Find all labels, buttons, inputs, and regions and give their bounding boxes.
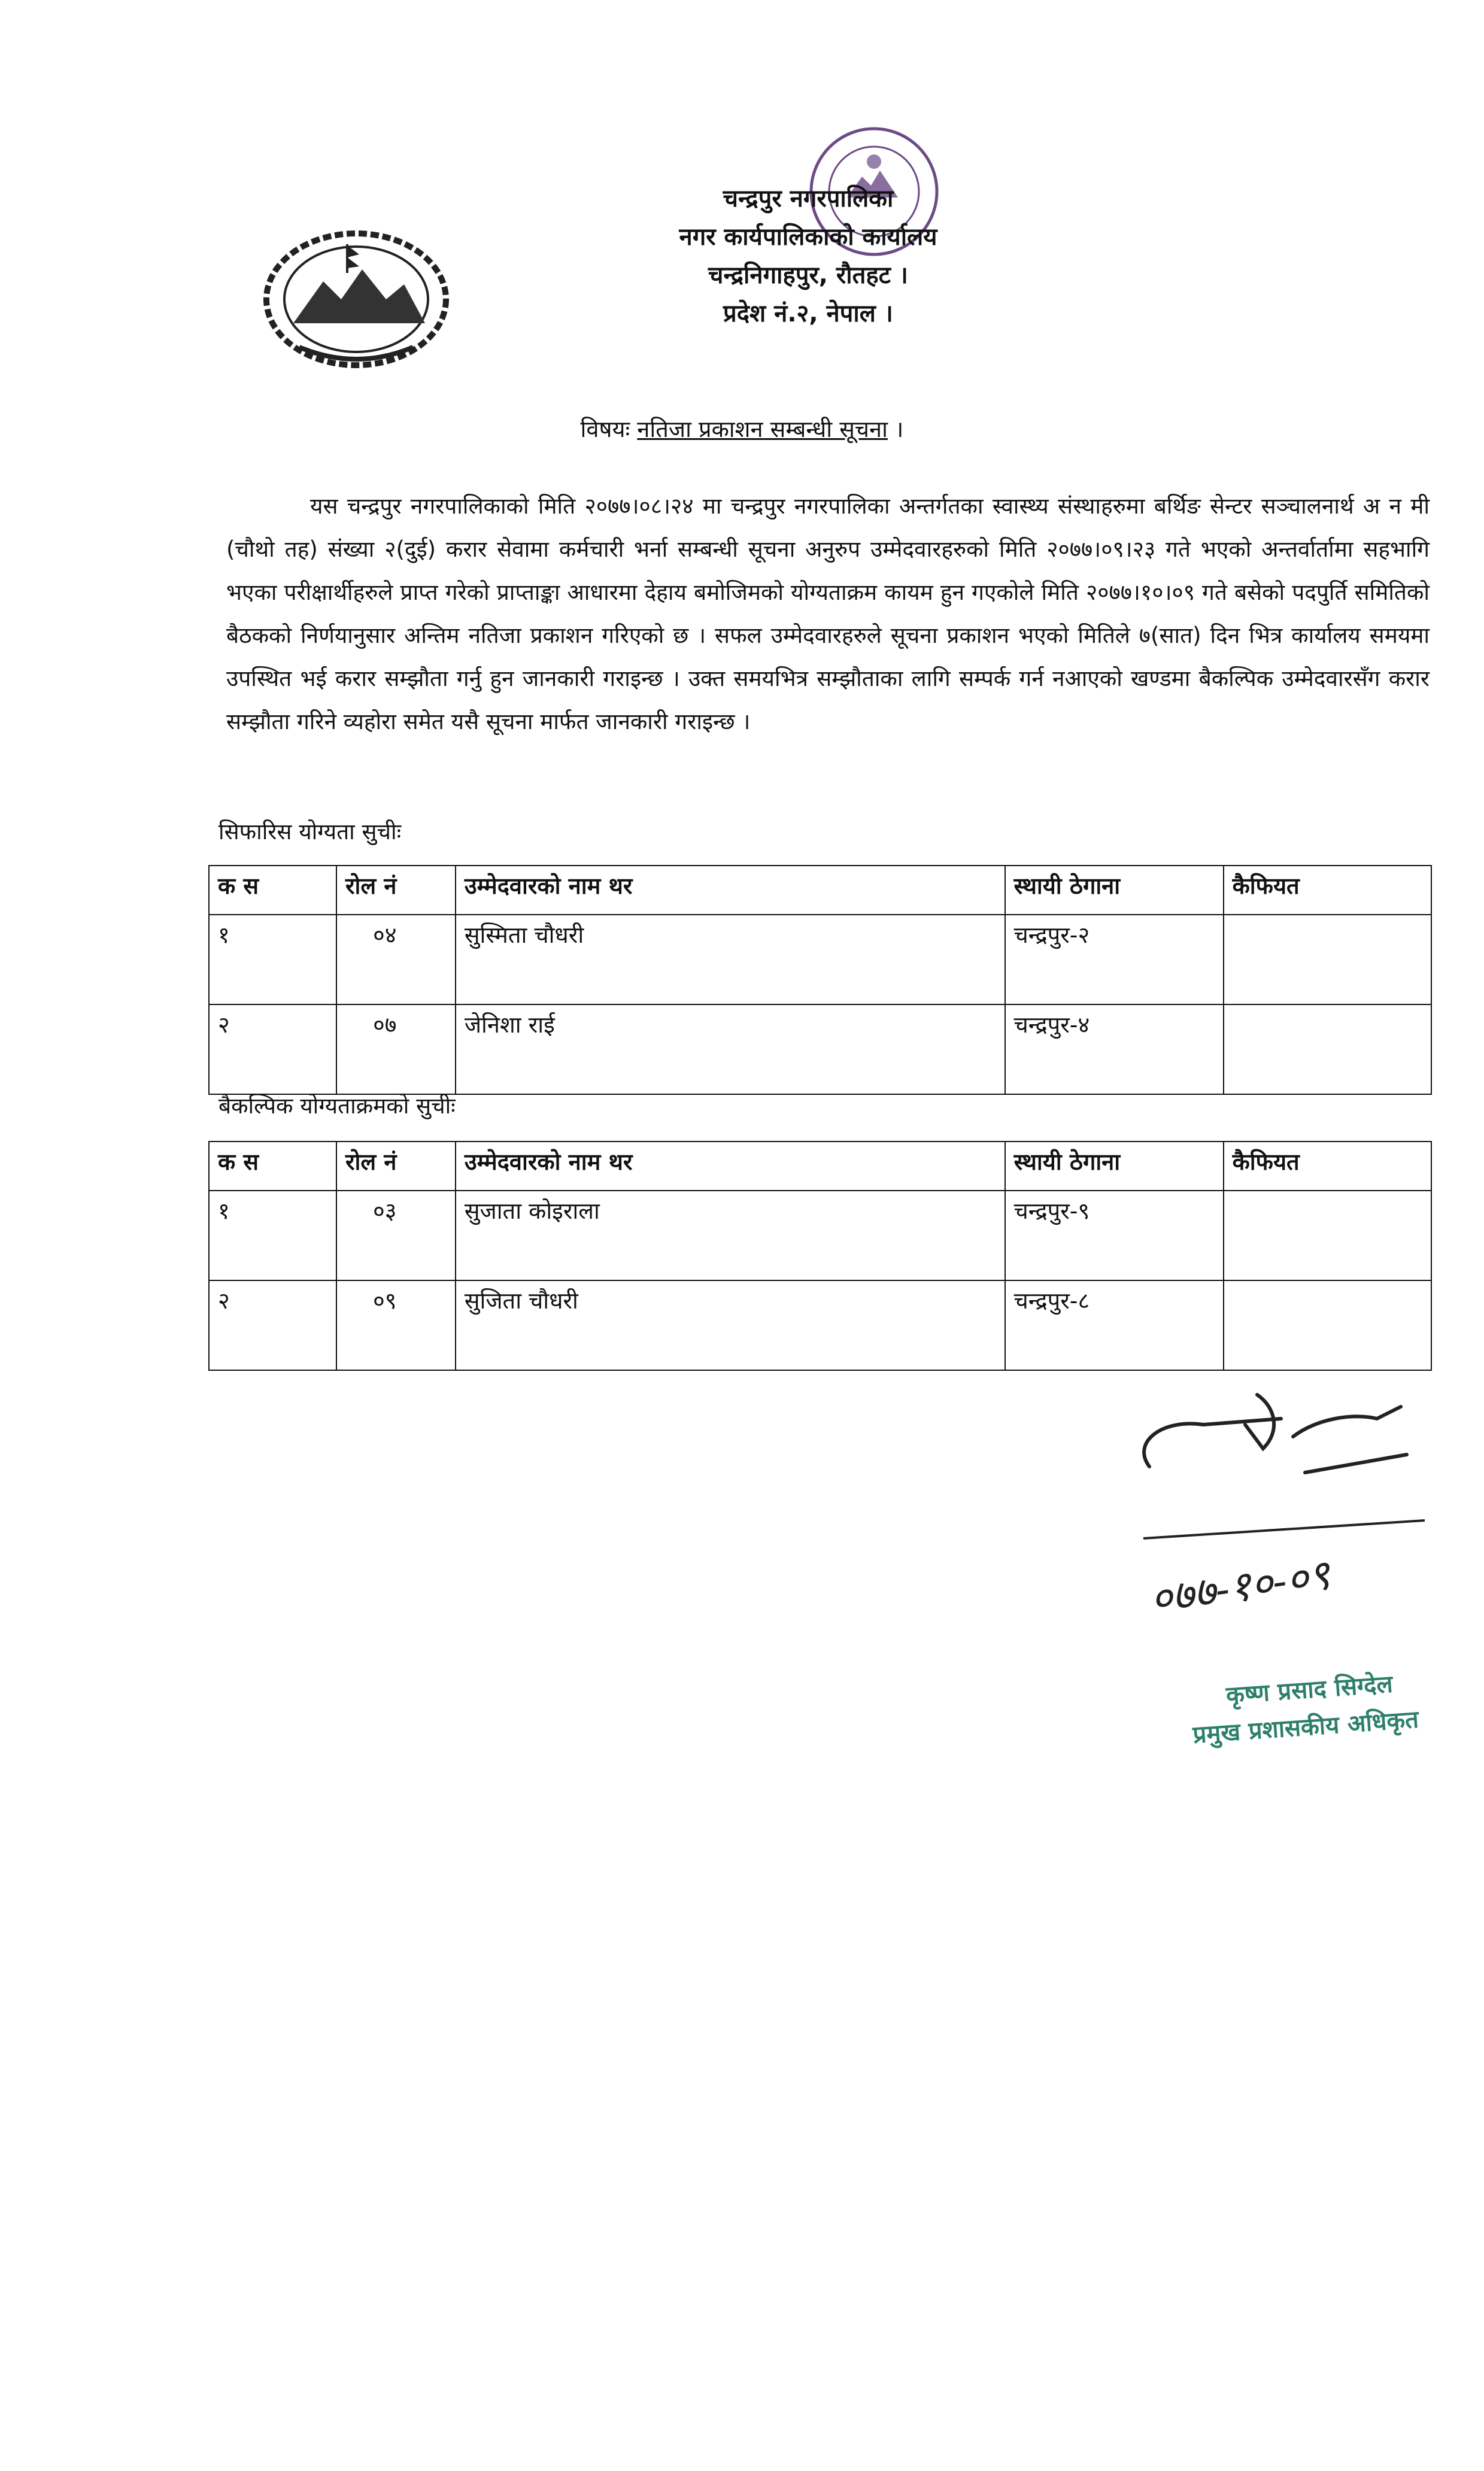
cell-name: जेनिशा राई xyxy=(456,1004,1005,1094)
header-name: उम्मेदवारको नाम थर xyxy=(456,866,1005,915)
signature-date: ०७७-१०-०९ xyxy=(1147,1550,1333,1624)
cell-roll: ०९ xyxy=(336,1280,456,1370)
header-roll: रोल नं xyxy=(336,866,456,915)
recommended-list-title: सिफारिस योग्यता सुचीः xyxy=(218,819,402,845)
cell-sn: २ xyxy=(209,1004,336,1094)
nepal-emblem-icon xyxy=(257,221,455,371)
cell-sn: १ xyxy=(209,915,336,1004)
cell-sn: २ xyxy=(209,1280,336,1370)
subject-text: नतिजा प्रकाशन सम्बन्धी सूचना xyxy=(637,416,888,442)
cell-sn: १ xyxy=(209,1191,336,1280)
cell-roll: ०४ xyxy=(336,915,456,1004)
cell-address: चन्द्रपुर-२ xyxy=(1005,915,1224,1004)
header-remarks: कैफियत xyxy=(1224,1142,1431,1191)
cell-name: सुजाता कोइराला xyxy=(456,1191,1005,1280)
office-location: चन्द्रनिगाहपुर, रौतहट । xyxy=(708,262,908,289)
signatory-name: कृष्ण प्रसाद सिग्देल xyxy=(1225,1670,1394,1710)
header-address: स्थायी ठेगाना xyxy=(1005,1142,1224,1191)
header-name: उम्मेदवारको नाम थर xyxy=(456,1142,1005,1191)
subject-line xyxy=(0,413,1484,444)
cell-name: सुस्मिता चौधरी xyxy=(456,915,1005,1004)
office-header xyxy=(599,180,1018,333)
cell-roll: ०३ xyxy=(336,1191,456,1280)
recommended-list-table xyxy=(208,865,1432,1095)
subject-label: विषयः xyxy=(580,416,630,442)
subject-end: । xyxy=(895,416,904,442)
table-row xyxy=(209,1191,1431,1280)
cell-name: सुजिता चौधरी xyxy=(456,1280,1005,1370)
municipality-name: चन्द्रपुर नगरपालिका xyxy=(723,185,894,213)
cell-remarks xyxy=(1224,915,1431,1004)
office-name: नगर कार्यपालिकाको कार्यालय xyxy=(679,223,937,251)
signatory-stamp xyxy=(1189,1661,1469,1754)
table-header-row xyxy=(209,866,1431,915)
table-row xyxy=(209,1004,1431,1094)
notice-body: यस चन्द्रपुर नगरपालिकाको मिति २०७७।०८।२४ मा चन्द्रपुर नगरपालिका अन्तर्गतका स्वास्थ्य संस्थाहरुमा बर्थिङ सेन्टर सञ्चालनार्थ अ न मी (चौथो तह) संख्या २(दुई) करार सेवामा कर्मचारी भर्ना सम्बन्धी सूचना अनुरुप उम्मेदवारहरुको मिति २०७७।०९।२३ गते भएको अन्तर्वार्तामा सहभागि भएका परीक्षार्थीहरुले प्राप्त गरेको प्राप्ताङ्का आधारमा देहाय बमोजिमको योग्यताक्रम कायम हुन गएकोले मिति २०७७।१०।०९ गते बसेको पदपुर्ति समितिको बैठकको निर्णयानुसार अन्तिम नतिजा प्रकाशन गरिएको छ । सफल उम्मेदवारहरुले सूचना प्रकाशन भएको मितिले ७(सात) दिन भित्र कार्यालय समयमा उपस्थित भई करार सम्झौता गर्नु हुन जानकारी गराइन्छ । उक्त समयभित्र सम्झौताका लागि सम्पर्क गर्न नआएको खण्डमा बैकल्पिक उम्मेदवारसँग करार सम्झौता गरिने व्यहोरा समेत यसै सूचना मार्फत जानकारी गराइन्छ । xyxy=(226,493,1430,734)
signatory-designation: प्रमुख प्रशासकीय अधिकृत xyxy=(1192,1705,1420,1749)
cell-remarks xyxy=(1224,1004,1431,1094)
header-sn: क स xyxy=(209,1142,336,1191)
header-roll: रोल नं xyxy=(336,1142,456,1191)
table-row xyxy=(209,1280,1431,1370)
table-header-row xyxy=(209,1142,1431,1191)
cell-roll: ०७ xyxy=(336,1004,456,1094)
cell-address: चन्द्रपुर-८ xyxy=(1005,1280,1224,1370)
cell-address: चन्द्रपुर-४ xyxy=(1005,1004,1224,1094)
province-line: प्रदेश नं.२, नेपाल । xyxy=(723,300,893,327)
header-sn: क स xyxy=(209,866,336,915)
cell-remarks xyxy=(1224,1280,1431,1370)
cell-remarks xyxy=(1224,1191,1431,1280)
table-row xyxy=(209,915,1431,1004)
alternate-list-table xyxy=(208,1141,1432,1371)
alternate-list-title: बैकल्पिक योग्यताक्रमको सुचीः xyxy=(218,1093,456,1119)
header-remarks: कैफियत xyxy=(1224,866,1431,915)
header-address: स्थायी ठेगाना xyxy=(1005,866,1224,915)
cell-address: चन्द्रपुर-९ xyxy=(1005,1191,1224,1280)
